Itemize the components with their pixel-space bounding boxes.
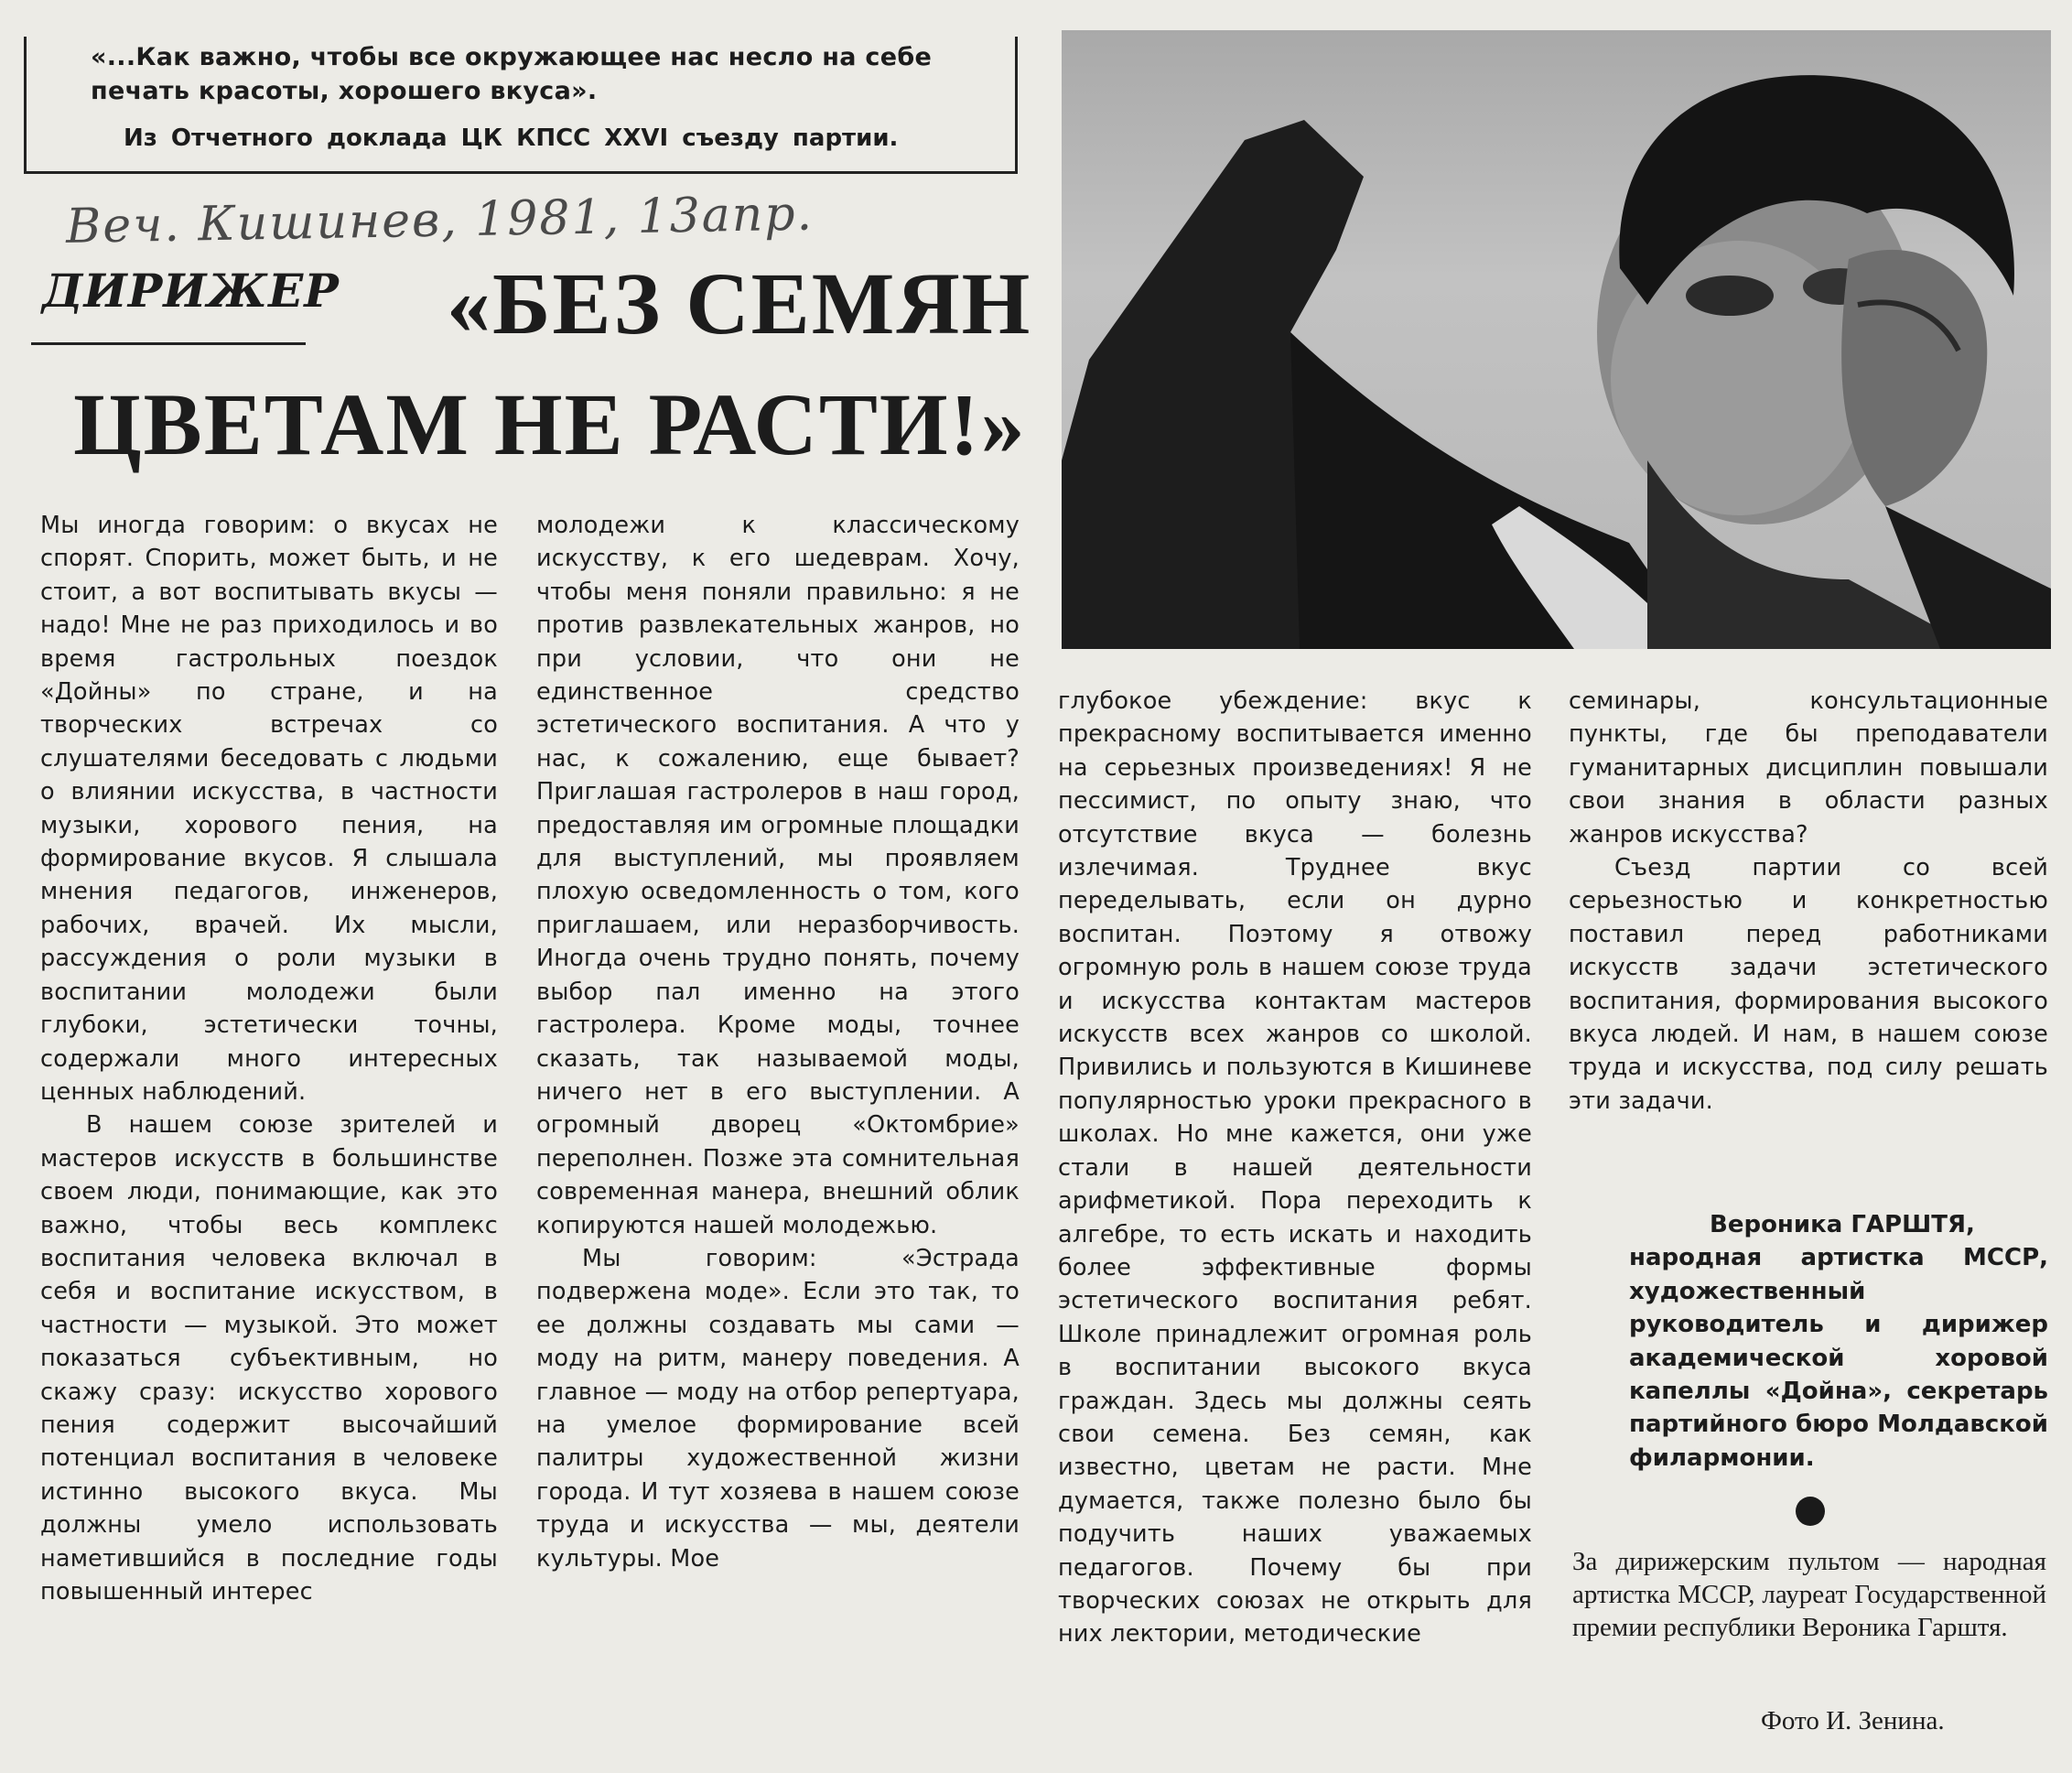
epigraph-source: Из Отчетного доклада ЦК КПСС XXVI съезду партии. [124,124,899,152]
rubric-label: ДИРИЖЕР [42,264,340,318]
article-column-4 [1569,685,2048,1118]
author-title: народная артистка МССР, художественный руководитель и дирижер академической хоровой капеллы «Дойна», секретарь партийного бюро Молдавской филармонии. [1629,1244,2048,1472]
photo-caption: За дирижерским пультом — народная артистка МССР, лауреат Государственной премии республики Вероника Гарштя. [1572,1547,2046,1642]
article-paragraph: молодежи к классическому искусству, к его шедеврам. Хочу, чтобы меня поняли правильно: я не против развлекательных жанров, но при условии, что они не единственное средство эстетического воспитания. А что у нас, к сожалению, еще бывает? Приглашая гастролеров в наш город, предоставляя им огромные площадки для выступлений, мы проявляем плохую осведомленность о том, кого приглашаем, или неразборчивость. Иногда очень трудно понять, почему выбор пал именно на этого гастролера. Кроме моды, точнее сказать, так называемой моды, ничего нет в его выступлении. А огромный дворец «Октомбрие» переполнен. Позже эта сомнительная современная манера, внешний облик копируются нашей молодежью. [536,512,1020,1239]
article-paragraph: глубокое убеждение: вкус к прекрасному воспитывается именно на серьезных произведениях! Я не пессимист, по опыту знаю, что отсутствие вкуса — болезнь излечимая. Труднее вкус переделывать, если он дурно воспитан. Поэтому я отвожу огромную роль в нашем союзе труда и искусства контактам мастеров искусств всех жанров со школой. Привились и пользуются в Кишиневе популярностью уроки прекрасного в школах. Но мне кажется, они уже стали в нашей деятельности арифметикой. Пора переходить к алгебре, то есть искать и находить более эффективные формы эстетического воспитания ребят. Школе принадлежит огромная роль в воспитании высокого вкуса граждан. Здесь мы должны сеять свои семена. Без семян, как известно, цветам не расти. Мне думается, также полезно было бы подучить наших уважаемых педагогов. Почему бы при творческих союзах не открыть для них лектории, методические [1058,687,1532,1649]
article-paragraph: Мы иногда говорим: о вкусах не спорят. Спорить, может быть, и не стоит, а вот воспитывать вкусы — надо! Мне не раз приходилось и во время гастрольных поездок «Дойны» по стране, и на творческих встречах со слушателями беседовать с людьми о влиянии искусства, в частности музыки, хорового пения, на формирование вкусов. Я слышала мнения педагогов, инженеров, рабочих, врачей. Их мысли, рассуждения о роли музыки в воспитании молодежи были глубоки, эстетически точны, содержали много интересных ценных наблюдений. [40,512,498,1106]
article-column-1 [40,509,498,1608]
epigraph-box [24,37,1018,174]
rubric-underline [31,342,306,345]
epigraph-quote: «...Как важно, чтобы все окружающее нас несло на себе печать красоты, хорошего вкуса». [91,43,933,105]
conductor-photo-illustration [1062,30,2051,649]
caption-bullet-icon [1796,1497,1825,1526]
headline-line-2: ЦВЕТАМ НЕ РАСТИ!» [73,375,1027,473]
article-column-2 [536,509,1020,1575]
conductor-photo [1062,30,2051,649]
photo-credit: Фото И. Зенина. [1761,1706,1945,1735]
handwritten-source-note: Веч. Кишинев, 1981, 13апр. [65,186,815,254]
article-paragraph: семинары, консультационные пункты, где бы преподаватели гуманитарных дисциплин повышали свои знания в области разных жанров искусства? [1569,687,2048,849]
author-name: Вероника ГАРШТЯ, [1710,1211,1975,1238]
article-paragraph: Мы говорим: «Эстрада подвержена моде». Если это так, то ее должны создавать мы сами — моду на ритм, манеру поведения. А главное — моду на отбор репертуара, на умелое формирование всей палитры художественной жизни города. И тут хозяева в нашем союзе труда и искусства — мы, деятели культуры. Мое [536,1244,1020,1573]
author-signature [1629,1208,2048,1475]
article-paragraph: В нашем союзе зрителей и мастеров искусств в большинстве своем люди, понимающие, как это важно, чтобы весь комплекс воспитания человека включал в себя и воспитание искусством, в частности — музыкой. Это может показаться субъективным, но скажу сразу: искусство хорового пения содержит высочайший потенциал воспитания в человеке истинно высокого вкуса. Мы должны умело использовать наметившийся в последние годы повышенный интерес [40,1111,498,1605]
headline-line-1: «БЕЗ СЕМЯН [447,254,1032,352]
article-column-3 [1058,685,1532,1651]
article-paragraph: Съезд партии со всей серьезностью и конкретностью поставил перед работниками искусств задачи эстетического воспитания, формирования высокого вкуса людей. И нам, в нашем союзе труда и искусства, под силу решать эти задачи. [1569,854,2048,1115]
